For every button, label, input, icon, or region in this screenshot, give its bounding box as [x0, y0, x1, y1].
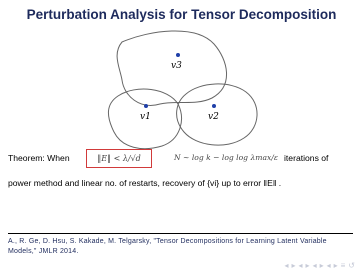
label-v1: v1: [140, 112, 151, 122]
nav-prev-section-icon[interactable]: ◂: [326, 261, 331, 270]
point-v3: [176, 53, 180, 57]
nav-next-subsection-icon[interactable]: ▸: [319, 261, 324, 270]
nav-prev-frame-icon[interactable]: ◂: [298, 261, 303, 270]
label-v2: v2: [208, 112, 219, 122]
point-v2: [212, 104, 216, 108]
nav-search-back-icon[interactable]: ↺: [348, 261, 355, 270]
citation: A., R. Ge, D. Hsu, S. Kakade, M. Telgarsky, "Tensor Decompositions for Learning Latent Variable Models," JMLR 2014.: [8, 238, 327, 255]
theorem-line: [8, 153, 360, 167]
footnote-rule: [8, 233, 353, 234]
nav-menu-icon[interactable]: ≡: [340, 261, 346, 270]
beamer-navigation: [285, 261, 356, 270]
condition-box: ‖E‖ < λ/√d: [86, 149, 152, 168]
theorem-prefix: Theorem: When: [8, 153, 70, 163]
point-v1: [144, 104, 148, 108]
theorem-suffix: iterations of: [284, 153, 329, 163]
nav-next-frame-icon[interactable]: ▸: [305, 261, 310, 270]
nav-next-section-icon[interactable]: ▸: [333, 261, 338, 270]
label-v3: v3: [171, 61, 182, 71]
nav-next-slide-icon[interactable]: ▸: [291, 261, 296, 270]
theorem-continuation: power method and linear no. of restarts, recovery of {vi} up to error ‖E‖ .: [8, 178, 282, 188]
nav-prev-slide-icon[interactable]: ◂: [284, 261, 289, 270]
slide-title: Perturbation Analysis for Tensor Decomposition: [26, 7, 337, 22]
iterations-formula: N ∼ log k − log log λmax/ε: [174, 153, 278, 162]
nav-prev-subsection-icon[interactable]: ◂: [312, 261, 317, 270]
